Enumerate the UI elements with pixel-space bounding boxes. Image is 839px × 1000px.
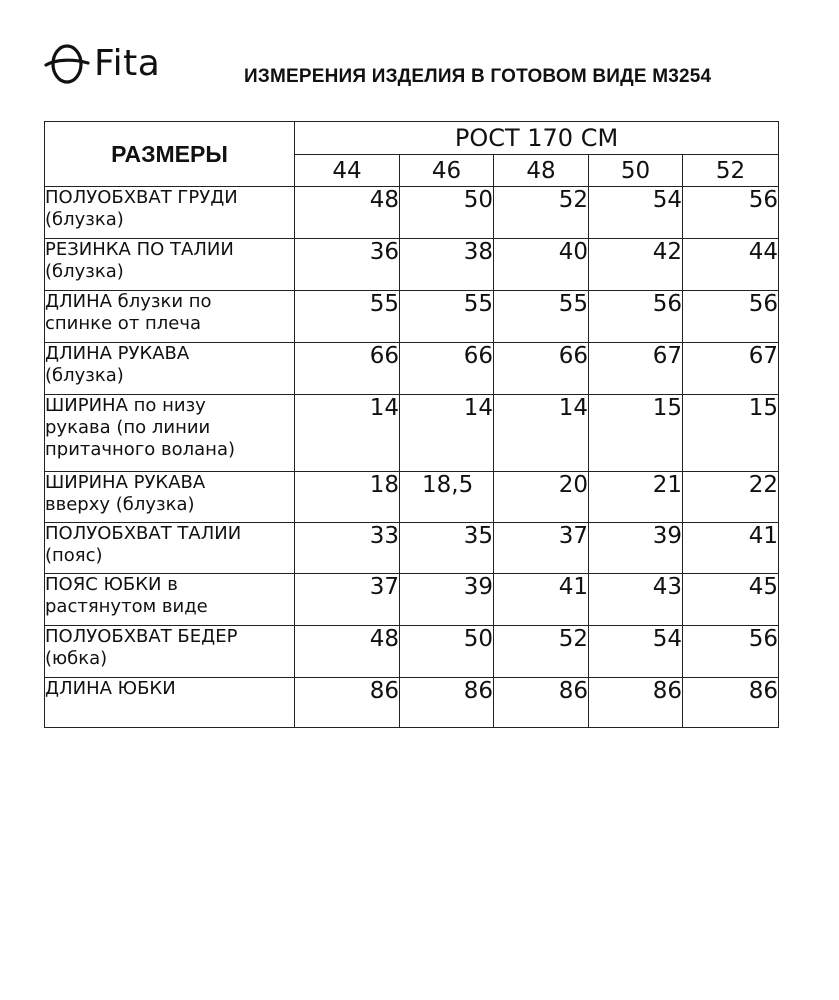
measurement-label-line: (юбка): [45, 648, 108, 669]
measurement-label: [45, 472, 295, 523]
size-column-header: 48: [494, 155, 589, 187]
table-row: [45, 343, 779, 395]
measurement-value: 40: [494, 239, 589, 291]
measurement-value: 54: [589, 626, 683, 678]
fita-logo-icon: [44, 41, 90, 87]
measurement-value: 48: [295, 626, 400, 678]
brand-name: Fita: [94, 43, 161, 84]
measurement-value: 18: [295, 472, 400, 523]
measurement-value: 67: [589, 343, 683, 395]
measurement-label-line: (блузка): [45, 365, 124, 386]
measurement-value: 33: [295, 523, 400, 574]
measurement-value: 86: [295, 678, 400, 728]
table-row: [45, 472, 779, 523]
measurement-value: 45: [683, 574, 779, 626]
measurement-label-line: ПОЛУОБХВАТ ГРУДИ: [45, 187, 238, 208]
measurement-value: 15: [589, 395, 683, 472]
measurement-label-line: (блузка): [45, 209, 124, 230]
measurement-value: 56: [683, 291, 779, 343]
measurement-value: 39: [589, 523, 683, 574]
measurement-label: [45, 523, 295, 574]
measurement-label: [45, 395, 295, 472]
measurement-value: 86: [683, 678, 779, 728]
measurement-value: 55: [295, 291, 400, 343]
height-header: РОСТ 170 СМ: [295, 122, 779, 155]
measurement-value: 42: [589, 239, 683, 291]
measurement-label-line: ДЛИНА блузки по: [45, 291, 212, 312]
measurement-label: [45, 626, 295, 678]
measurement-label: [45, 187, 295, 239]
table-row: [45, 678, 779, 728]
measurement-label-line: ШИРИНА РУКАВА: [45, 472, 206, 493]
measurement-value: 55: [494, 291, 589, 343]
measurement-value: 50: [400, 187, 494, 239]
table-row: [45, 523, 779, 574]
measurement-value: 36: [295, 239, 400, 291]
measurement-value: 37: [494, 523, 589, 574]
measurement-value: 50: [400, 626, 494, 678]
size-chart-table: [44, 121, 779, 728]
measurement-value: 15: [683, 395, 779, 472]
measurement-value: 35: [400, 523, 494, 574]
measurement-label-line: ДЛИНА РУКАВА: [45, 343, 190, 364]
measurement-label-line: растянутом виде: [45, 596, 208, 617]
measurement-value: 54: [589, 187, 683, 239]
measurement-label-line: (блузка): [45, 261, 124, 282]
measurement-label-line: ПОЛУОБХВАТ ТАЛИИ: [45, 523, 242, 544]
measurement-label-line: ДЛИНА ЮБКИ: [45, 678, 176, 699]
measurement-value: 38: [400, 239, 494, 291]
measurement-value: 86: [400, 678, 494, 728]
measurement-value: 52: [494, 187, 589, 239]
measurement-label: [45, 239, 295, 291]
measurement-value: 67: [683, 343, 779, 395]
measurement-value: 20: [494, 472, 589, 523]
table-row: [45, 239, 779, 291]
measurement-value: 48: [295, 187, 400, 239]
measurement-value: 56: [683, 187, 779, 239]
measurement-value: 52: [494, 626, 589, 678]
measurement-value: 86: [589, 678, 683, 728]
measurement-label-line: РЕЗИНКА ПО ТАЛИИ: [45, 239, 234, 260]
table-row: [45, 291, 779, 343]
size-column-header: 44: [295, 155, 400, 187]
measurement-label-line: ПОЛУОБХВАТ БЕДЕР: [45, 626, 238, 647]
measurement-value: 22: [683, 472, 779, 523]
measurement-label: [45, 343, 295, 395]
size-column-header: 50: [589, 155, 683, 187]
measurement-value: 14: [295, 395, 400, 472]
measurement-label-line: рукава (по линии: [45, 417, 211, 438]
measurement-value: 55: [400, 291, 494, 343]
measurement-value: 66: [400, 343, 494, 395]
measurement-label-line: ПОЯС ЮБКИ в: [45, 574, 178, 595]
measurement-value: 86: [494, 678, 589, 728]
measurement-label: [45, 678, 295, 728]
sizes-header: РАЗМЕРЫ: [45, 122, 295, 187]
measurement-value: 14: [494, 395, 589, 472]
measurement-value: 18,5: [400, 472, 494, 523]
size-column-header: 46: [400, 155, 494, 187]
measurement-label: [45, 574, 295, 626]
measurement-value: 21: [589, 472, 683, 523]
measurement-label-line: притачного волана): [45, 439, 235, 460]
measurement-value: 56: [589, 291, 683, 343]
table-row: [45, 574, 779, 626]
measurement-label-line: вверху (блузка): [45, 494, 195, 515]
measurement-value: 41: [494, 574, 589, 626]
measurement-value: 39: [400, 574, 494, 626]
table-row: [45, 187, 779, 239]
page-title: ИЗМЕРЕНИЯ ИЗДЕЛИЯ В ГОТОВОМ ВИДЕ М3254: [244, 66, 712, 87]
measurement-value: 43: [589, 574, 683, 626]
table-row: [45, 626, 779, 678]
measurement-label-line: спинке от плеча: [45, 313, 202, 334]
measurement-value: 44: [683, 239, 779, 291]
measurement-label: [45, 291, 295, 343]
measurement-value: 37: [295, 574, 400, 626]
table-row: [45, 395, 779, 472]
header-row: [45, 122, 779, 155]
brand-logo: [44, 40, 160, 88]
measurement-value: 41: [683, 523, 779, 574]
measurement-value: 66: [494, 343, 589, 395]
measurement-label-line: (пояс): [45, 545, 103, 566]
measurement-value: 14: [400, 395, 494, 472]
measurement-label-line: ШИРИНА по низу: [45, 395, 206, 416]
measurement-value: 66: [295, 343, 400, 395]
size-column-header: 52: [683, 155, 779, 187]
measurement-value: 56: [683, 626, 779, 678]
